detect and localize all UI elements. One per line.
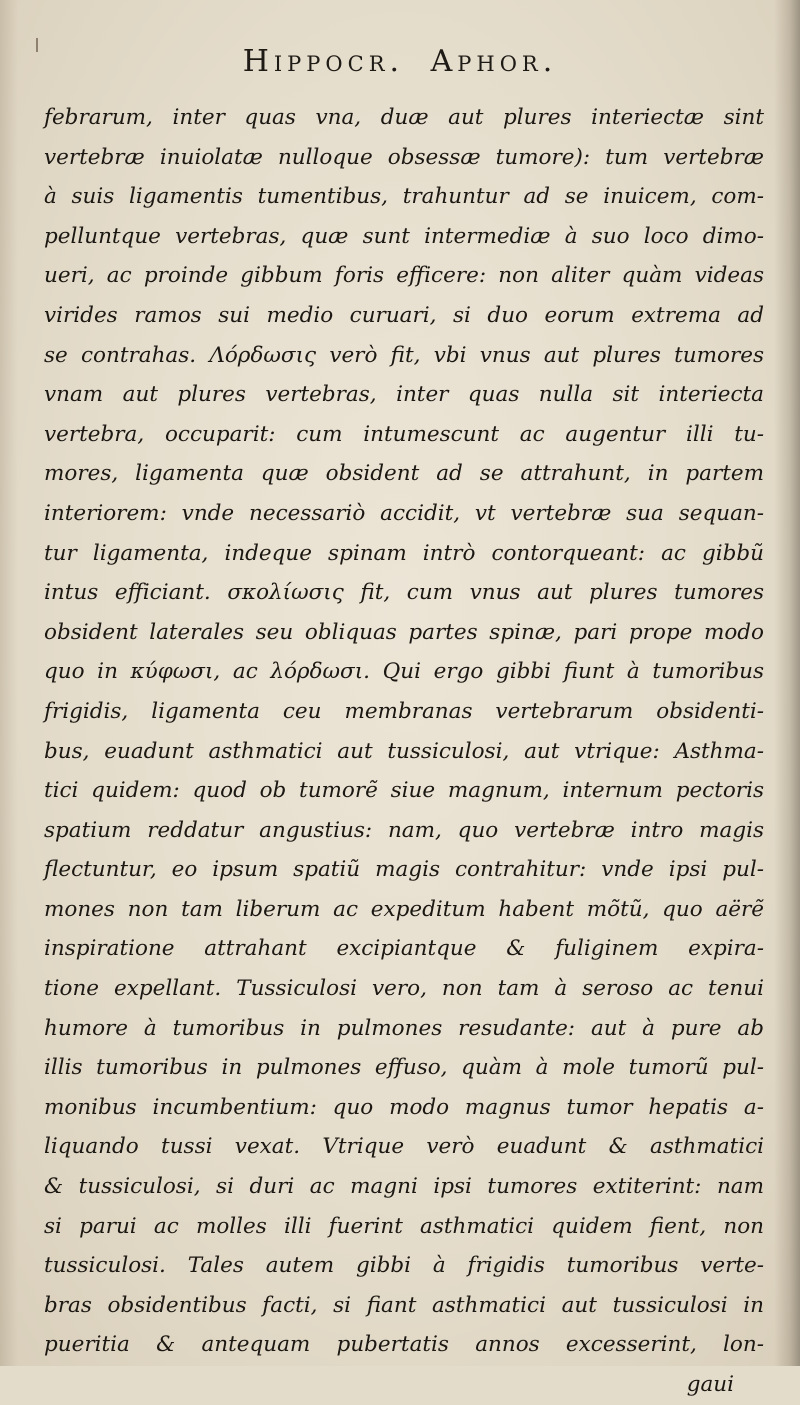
text-line: tussiculosi. Tales autem gibbi à frigidis tumoribus verte- xyxy=(44,1253,764,1279)
text-line: intus efficiant. σκολίωσις fit, cum vnus aut plures tumores xyxy=(44,580,764,606)
text-line: humore à tumoribus in pulmones resudante: aut à pure ab xyxy=(44,1015,764,1041)
text-line: si parui ac molles illi fuerint asthmatici quidem fient, non xyxy=(44,1213,764,1239)
text-line: monibus incumbentium: quo modo magnus tumor hepatis a- xyxy=(44,1094,764,1120)
text-line: tione expellant. Tussiculosi vero, non tam à seroso ac tenui xyxy=(44,976,764,1002)
text-line: vnam aut plures vertebras, inter quas nulla sit interiecta xyxy=(44,382,764,408)
text-line: illis tumoribus in pulmones effuso, quàm à mole tumorũ pul- xyxy=(44,1055,764,1081)
text-line: bras obsidentibus facti, si fiant asthmatici aut tussiculosi in xyxy=(44,1292,764,1318)
text-line: mones non tam liberum ac expeditum habent mõtũ, quo aërẽ xyxy=(44,896,764,922)
text-line: ueri, ac proinde gibbum foris efficere: non aliter quàm videas xyxy=(44,263,764,289)
page-gutter-shadow xyxy=(774,0,800,1366)
text-line: tur ligamenta, indeque spinam intrò contorqueant: ac gibbũ xyxy=(44,540,764,566)
running-header xyxy=(0,44,800,79)
text-line: mores, ligamenta quæ obsident ad se attrahunt, in partem xyxy=(44,461,764,487)
text-line: pelluntque vertebras, quæ sunt intermediæ à suo loco dimo- xyxy=(44,223,764,249)
text-line: & tussiculosi, si duri ac magni ipsi tumores extiterint: nam xyxy=(44,1174,764,1200)
catchword: gaui xyxy=(686,1372,734,1397)
running-header-right: Aphor. xyxy=(430,44,558,79)
running-header-left: Hippocr. xyxy=(242,44,405,79)
text-line: à suis ligamentis tumentibus, trahuntur ad se inuicem, com- xyxy=(44,184,764,210)
text-line: flectuntur, eo ipsum spatiũ magis contrahitur: vnde ipsi pul- xyxy=(44,857,764,883)
text-line: se contrahas. Λόρδωσις verò fit, vbi vnus aut plures tumores xyxy=(44,342,764,368)
body-text xyxy=(44,98,764,1405)
text-line: vertebra, occuparit: cum intumescunt ac augentur illi tu- xyxy=(44,421,764,447)
text-line: vertebræ inuiolatæ nulloque obsessæ tumore): tum vertebræ xyxy=(44,144,764,170)
text-line: tici quidem: quod ob tumorẽ siue magnum, internum pectoris xyxy=(44,778,764,804)
text-line: febrarum, inter quas vna, duæ aut plures interiectæ sint xyxy=(44,105,764,130)
text-line: virides ramos sui medio curuari, si duo eorum extrema ad xyxy=(44,302,764,328)
text-line: obsident laterales seu obliquas partes spinæ, pari prope modo xyxy=(44,619,764,645)
text-line: inspiratione attrahant excipiantque & fuliginem expira- xyxy=(44,936,764,962)
text-line: pueritia & antequam pubertatis annos excesserint, lon- xyxy=(44,1332,764,1358)
text-line: liquando tussi vexat. Vtrique verò euadunt & asthmatici xyxy=(44,1134,764,1160)
text-line: bus, euadunt asthmatici aut tussiculosi, aut vtrique: Asthma- xyxy=(44,738,764,764)
text-line: spatium reddatur angustius: nam, quo vertebræ intro magis xyxy=(44,817,764,843)
text-line: quo in κύφωσι, ac λόρδωσι. Qui ergo gibbi fiunt à tumoribus xyxy=(44,659,764,685)
text-line: interiorem: vnde necessariò accidit, vt vertebræ sua sequan- xyxy=(44,500,764,526)
text-line: frigidis, ligamenta ceu membranas vertebrarum obsidenti- xyxy=(44,698,764,724)
page-left-shadow xyxy=(0,0,18,1366)
